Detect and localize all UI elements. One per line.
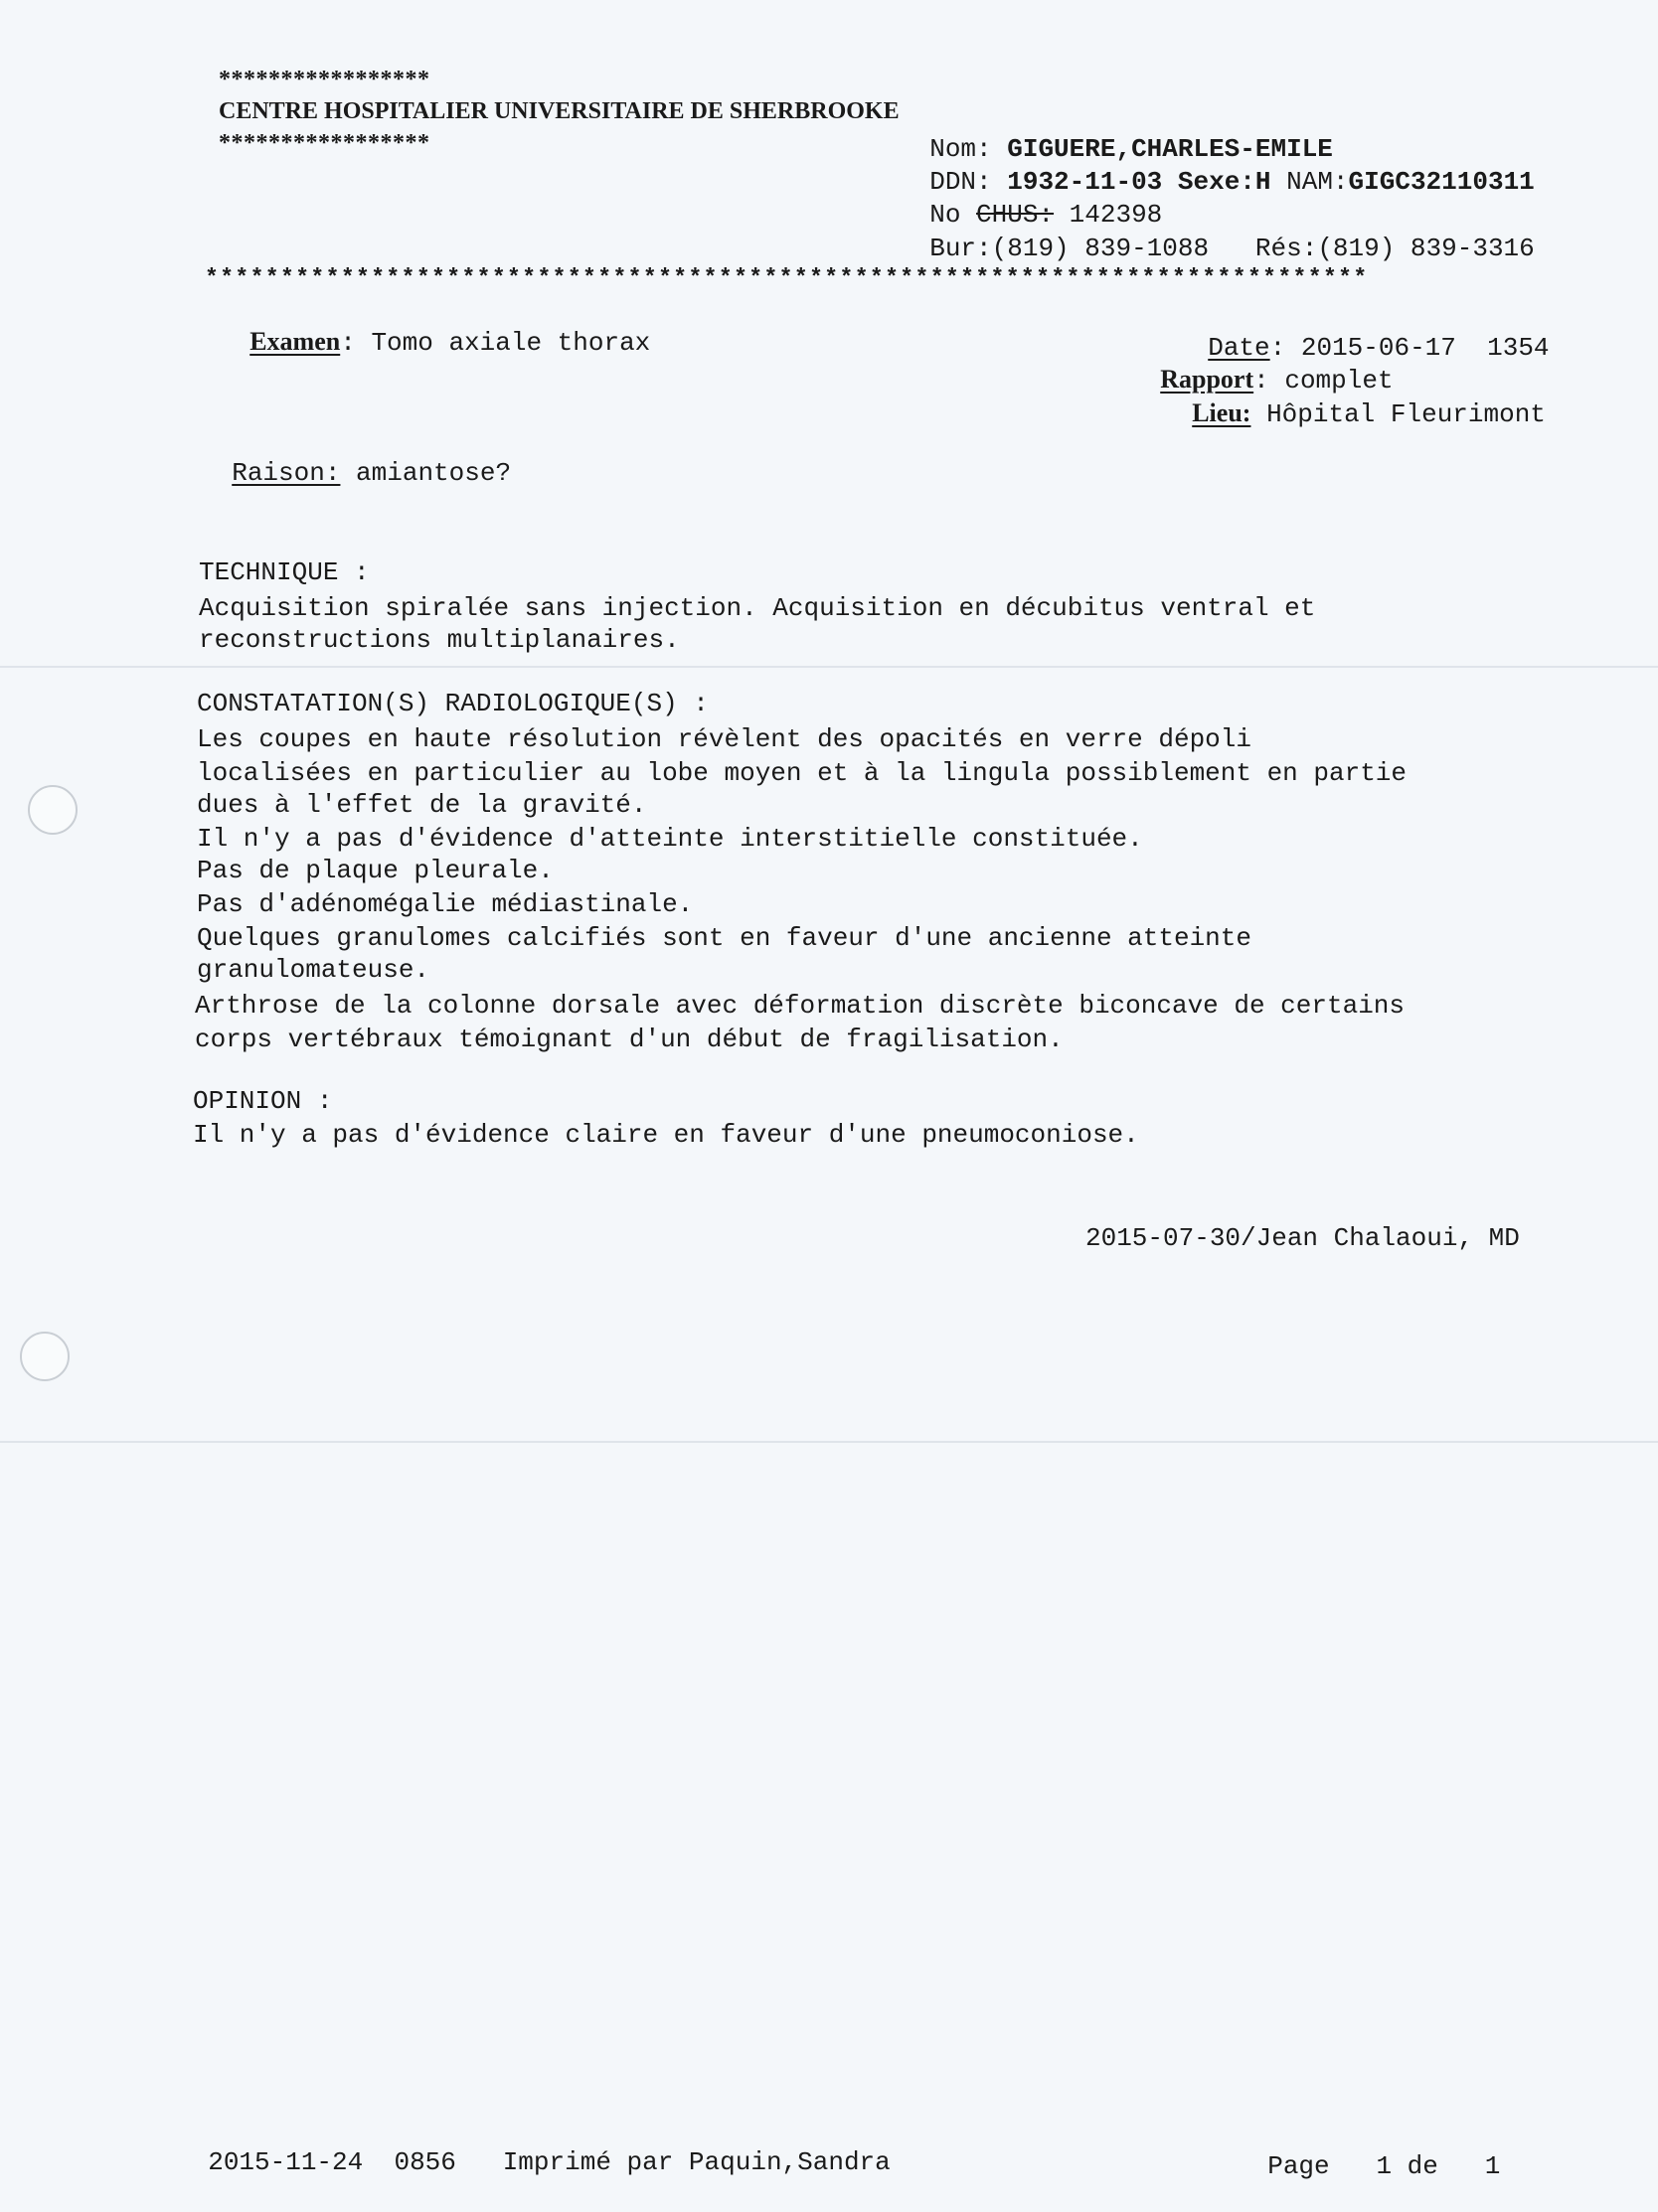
constatations-line: Pas d'adénomégalie médiastinale. (197, 889, 694, 919)
bur-label: Bur: (929, 234, 992, 263)
print-date: 2015-11-24 (208, 2147, 364, 2177)
res-label: Rés: (1254, 234, 1318, 263)
constatations-line: corps vertébraux témoignant d'un début de fragilisation. (195, 1025, 1064, 1054)
sexe-value: H (1254, 167, 1271, 197)
date-row: Date: 2015-06-17 1354 (1208, 333, 1550, 363)
technique-heading: TECHNIQUE : (199, 557, 370, 587)
rapport-value: complet (1284, 366, 1394, 395)
examen-row: Examen: Tomo axiale thorax (249, 327, 651, 358)
constatations-line: Pas de plaque pleurale. (197, 856, 554, 885)
constatations-line: dues à l'effet de la gravité. (197, 790, 647, 820)
nam-value: GIGC32110311 (1348, 167, 1535, 197)
examen-label: Examen (249, 327, 341, 356)
banner-stars-left: ***************** (219, 67, 430, 92)
date-label: Date (1208, 333, 1270, 363)
page-number (1237, 2119, 1500, 2182)
res-value: (819) 839-3316 (1317, 234, 1535, 263)
print-time: 0856 (394, 2147, 456, 2177)
opinion-heading: OPINION : (193, 1086, 333, 1116)
bur-value: (819) 839-1088 (991, 234, 1210, 263)
constatations-line: Les coupes en haute résolution révèlent des opacités en verre dépoli (197, 724, 1251, 754)
paper-fold-top (0, 666, 1658, 668)
nom-label: Nom: (929, 134, 992, 164)
constatations-line: Quelques granulomes calcifiés sont en faveur d'une ancienne atteinte (197, 923, 1251, 953)
footer-print-info (177, 2115, 891, 2178)
time-value: 1354 (1487, 333, 1550, 363)
page-current: 1 (1376, 2151, 1393, 2181)
page-total: 1 (1484, 2151, 1501, 2181)
lieu-label: Lieu: (1192, 398, 1251, 427)
punch-hole-bottom (20, 1332, 70, 1381)
patient-phone-row (899, 201, 1535, 264)
constatations-line: Il n'y a pas d'évidence d'atteinte interstitielle constituée. (197, 824, 1143, 854)
nam-label: NAM: (1286, 167, 1349, 197)
lieu-value: Hôpital Fleurimont (1266, 399, 1546, 429)
paper-fold-bottom (0, 1441, 1658, 1443)
technique-line: Acquisition spiralée sans injection. Acquisition en décubitus ventral et (199, 593, 1316, 623)
opinion-line: Il n'y a pas d'évidence claire en faveur d'une pneumoconiose. (193, 1120, 1139, 1150)
hospital-banner (207, 32, 900, 159)
page-of: de (1407, 2151, 1438, 2181)
ddn-value: 1932-11-03 (1007, 167, 1163, 197)
constatations-line: granulomateuse. (197, 955, 430, 985)
constatations-heading: CONSTATATION(S) RADIOLOGIQUE(S) : (197, 689, 709, 718)
printed-by: Imprimé par Paquin,Sandra (502, 2147, 891, 2177)
sexe-label: Sexe: (1177, 167, 1255, 197)
banner-title: CENTRE HOSPITALIER UNIVERSITAIRE DE SHERBROOKE (219, 98, 900, 124)
ddn-label: DDN: (929, 167, 992, 197)
raison-label: Raison: (232, 458, 341, 488)
rapport-row: Rapport: complet (1160, 365, 1394, 395)
chus-value: 142398 (1069, 200, 1163, 230)
date-value: 2015-06-17 (1300, 333, 1456, 363)
chus-label: CHUS: (976, 200, 1055, 230)
constatations-line: Arthrose de la colonne dorsale avec déformation discrète biconcave de certains (195, 991, 1405, 1021)
separator-stars: ***************************************************************************** (205, 265, 1369, 291)
technique-line: reconstructions multiplanaires. (199, 625, 680, 655)
banner-stars-right: ***************** (219, 130, 430, 156)
punch-hole-top (28, 785, 78, 835)
patient-name: GIGUERE,CHARLES-EMILE (1007, 134, 1333, 164)
examen-value: Tomo axiale thorax (371, 328, 651, 358)
raison-value: amiantose? (356, 458, 512, 488)
lieu-row (1161, 366, 1546, 430)
constatations-line: localisées en particulier au lobe moyen et à la lingula possiblement en partie (197, 758, 1407, 788)
no-label: No (929, 200, 961, 230)
page-label: Page (1267, 2151, 1330, 2181)
signature: 2015-07-30/Jean Chalaoui, MD (1085, 1223, 1520, 1253)
raison-row (201, 425, 511, 489)
rapport-label: Rapport (1160, 365, 1254, 394)
